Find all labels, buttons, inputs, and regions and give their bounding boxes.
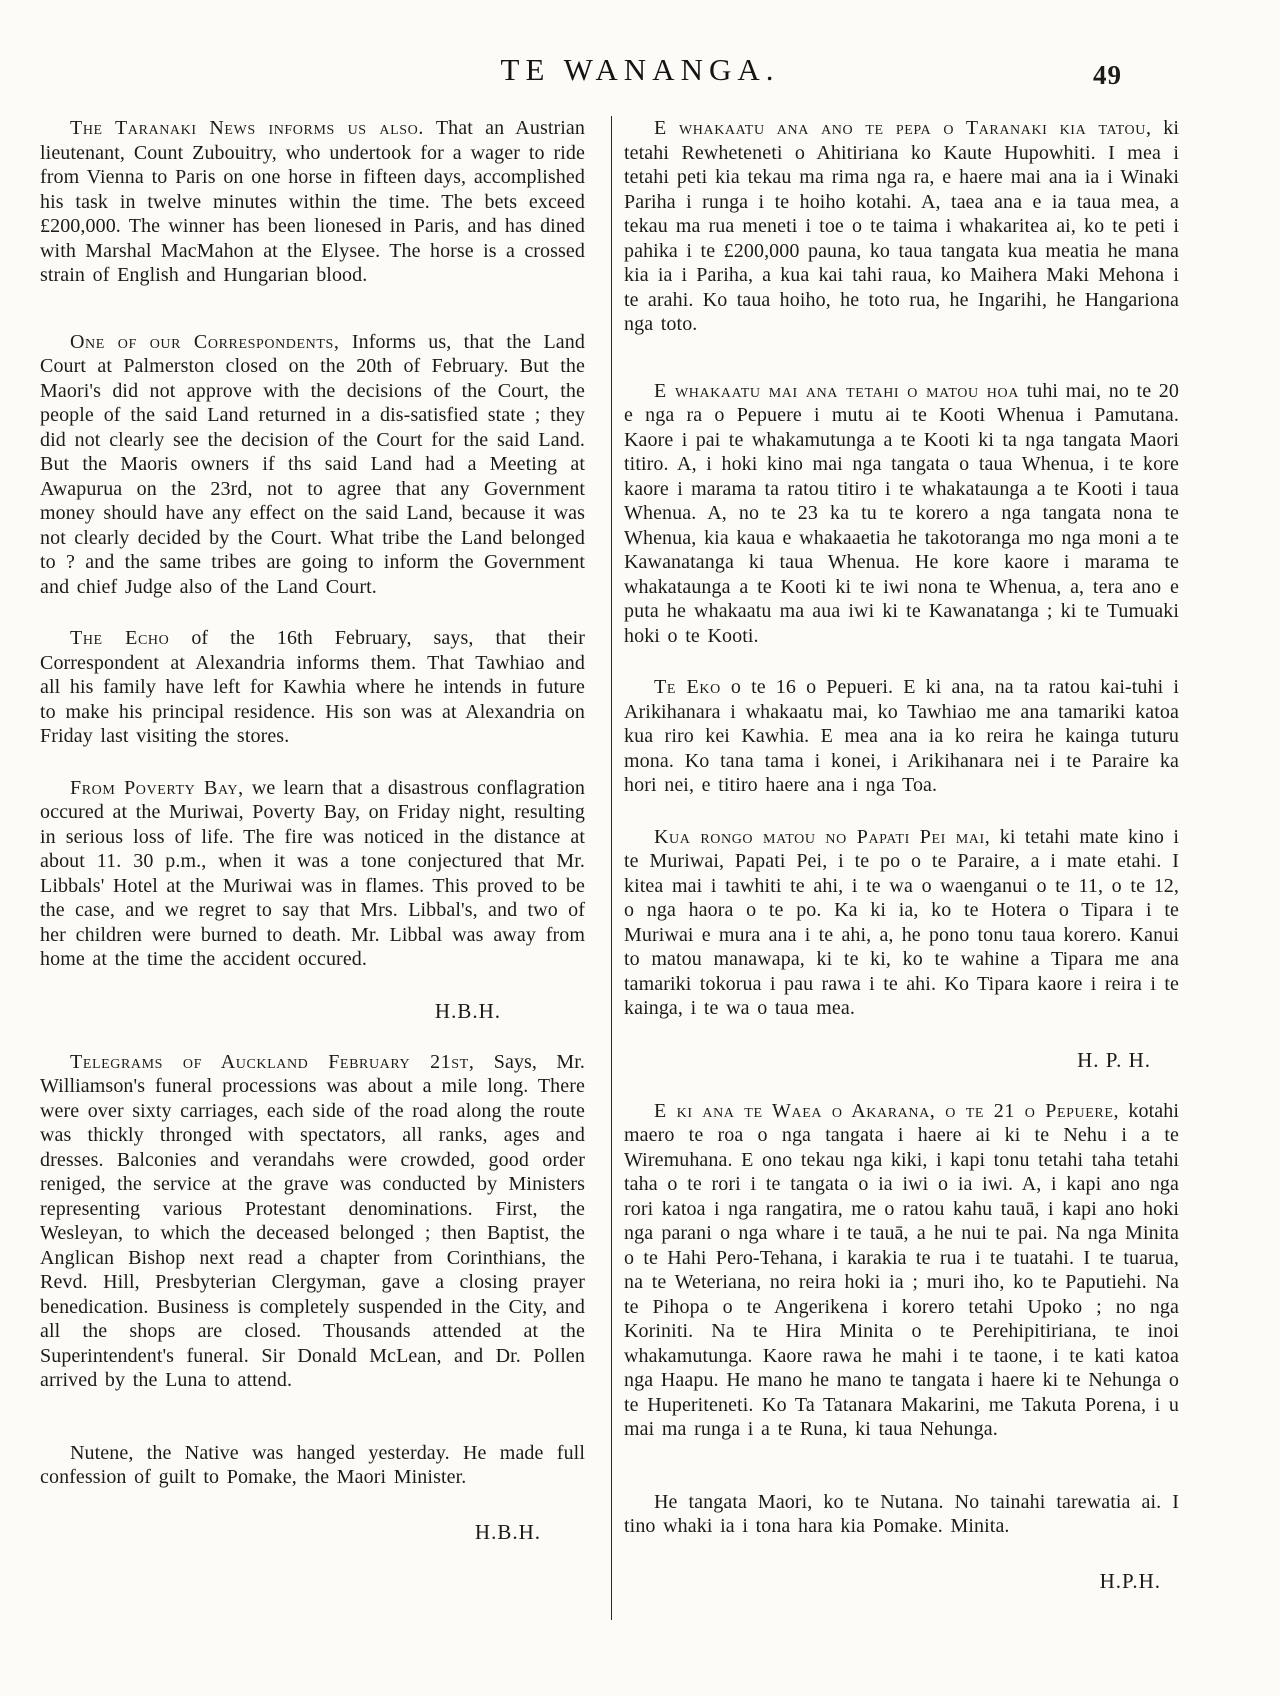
article-poverty-bay bbox=[40, 776, 585, 972]
article-body: o te 16 o Pepueri. E ki ana, na ta ratou kai-tuhi i Arikihanara i whakaatu mai, ko Tawhiao me ana tamariki katoa kua riro kei Kawhia. E mea ana ia ko reira he kainga tuturu mona. Ko tana tama i konei, i Arikihanara nei i te Paraire ka hori nei, e titiro haere ana i nga Toa. bbox=[624, 676, 1179, 796]
article-lead: E ki ana te Waea o Akarana, o te 21 o Pepuere, bbox=[654, 1099, 1120, 1122]
article-pepa-o-taranaki bbox=[624, 116, 1179, 337]
article-lead: E whakaatu mai ana tetahi o matou hoa bbox=[654, 379, 1019, 402]
article-body: He tangata Maori, ko te Nutana. No tainahi tarewatia ai. I tino whaki ia i tona hara kia Pomake. Minita. bbox=[624, 1490, 1179, 1537]
article-text bbox=[624, 825, 1179, 1021]
newspaper-title: TE WANANGA. bbox=[500, 52, 780, 87]
article-te-eko bbox=[624, 675, 1179, 798]
article-correspondents bbox=[40, 330, 585, 600]
article-body: ki tetahi Rewheteneti o Ahitiriana ko Kaute Hupowhiti. I mea i tetahi peti kia tekau ma rima nga ra, e haere mai ana ia i Winaki Pariha i runga i te hoiho kotahi. A, taea ana e ia taua mea, a tekau ma rua meneti i toe o te taima i whakaritea ai, ko te peti i pahika i te £200,000 pauna, ko taua tangata kua meatia he mana kia ia i Pariha, a kua kai tahi raua, ko Maihera Maki Mehona i te arahi. Ko taua hoiho, he toto rua, he Ingarihi, he Hangariona nga toto. bbox=[624, 117, 1179, 335]
article-body: kotahi maero te roa o nga tangata i haere ai ki te Nehu i a te Wiremuhana. E ono tekau nga kiki, i kapi tonu tetahi taha tetahi taha o te rori i te tangata o ia iwi o ia iwi. A, i kapi ano nga rori katoa i nga rangatira, me o ratou kahu tauā, i kapi ano hoki nga parani o nga whare i te tauā, a he nui te pai. Na nga Minita o te Hahi Pero-Tehana, i karakia te rua i te tuatahi. I te tuarua, na te Weteriana, no reira hoki ia ; muri iho, ko te Paputiehi. Na te Pihopa o te Angerikena i korero tetahi Upoko ; no nga Koriniti. Na te Hira Minita o te Perehipitiriana, te inoi whakamutunga. Kaore rawa he mahi i te taone, i te kati katoa nga Haapu. He mano he mano te tangata i haere ki te Nehunga o te Huperiteneti. Ko Ta Tatanara Makarini, me Takuta Porena, i u mai ma runga i a te Runa, ki taua Nehunga. bbox=[624, 1099, 1179, 1440]
article-nutene bbox=[40, 1441, 585, 1490]
column-divider-rule bbox=[611, 116, 612, 1620]
article-nutana bbox=[624, 1490, 1179, 1539]
columns-container bbox=[0, 112, 1280, 1620]
article-matou-hoa bbox=[624, 379, 1179, 649]
article-text bbox=[624, 1490, 1179, 1539]
page-number: 49 bbox=[1093, 60, 1122, 90]
article-body: Says, Mr. Williamson's funeral processions was about a mile long. There were over sixty carriages, each side of the road along the route was thickly thronged with spectators, all ranks, ages and dresses. Balconies and verandahs were crowded, good order reniged, the service at the grave was conducted by Ministers representing various Protestant denominations. First, the Wesleyan, to which the deceased belonged ; then Baptist, the Anglican Bishop next read a chapter from Corinthians, the Revd. Hill, Presbyterian Clergyman, gave a closing prayer benedication. Business is completely suspended in the City, and all the shops are closed. Thousands attended at the Superintendent's funeral. Sir Donald McLean, and Dr. Pollen arrived by the Luna to attend. bbox=[40, 1050, 585, 1391]
signature-hph-bottom: H.P.H. bbox=[1099, 1568, 1161, 1593]
article-lead: Te Eko bbox=[654, 676, 721, 698]
signature-hbh-mid: H.B.H. bbox=[434, 998, 501, 1023]
article-body: Nutene, the Native was hanged yesterday. He made full confession of guilt to Pomake, the Maori Minister. bbox=[40, 1441, 585, 1488]
article-lead: From Poverty Bay, bbox=[70, 776, 244, 799]
article-lead: The Echo bbox=[70, 627, 170, 649]
article-telegrams-auckland bbox=[40, 1050, 585, 1393]
article-taranaki-news bbox=[40, 116, 585, 288]
article-lead: Telegrams of Auckland February 21st, bbox=[70, 1050, 475, 1073]
article-lead: One of our Correspondents, bbox=[70, 330, 340, 353]
article-text bbox=[40, 330, 585, 600]
article-text bbox=[624, 1099, 1179, 1442]
article-text bbox=[40, 116, 585, 288]
article-papati-pei bbox=[624, 825, 1179, 1021]
article-text bbox=[40, 776, 585, 972]
left-column-english bbox=[40, 116, 585, 1620]
article-body: Informs us, that the Land Court at Palmerston closed on the 20th of February. But the Maori's did not approve with the decisions of the Court, the people of the said Land returned in a dis-satisfied state ; they did not clearly see the decision of the Court for the said Land. But the Maoris owners if ths said Land had a Meeting at Awapurua on the 23rd, not to agree that any Government money should have any effect on the said Land, because it was not clearly decided by the Court. What tribe the Land belonged to ? and the same tribes are going to inform the Government and chief Judge also of the Land Court. bbox=[40, 330, 585, 598]
article-body: of the 16th February, says, that their Correspondent at Alexandria informs them. That Tawhiao and all his family have left for Kawhia where he intends in future to make his principal residence. His son was at Alexandria on Friday last visiting the stores. bbox=[40, 627, 585, 747]
article-body: we learn that a disastrous conflagration occured at the Muriwai, Poverty Bay, on Friday night, resulting in serious loss of life. The fire was noticed in the distance at about 11. 30 p.m., when it was a tone conjectured that Mr. Libbals' Hotel at the Muriwai was in flames. This proved to be the case, and we regret to say that Mrs. Libbal's, and two of her children were burned to death. Mr. Libbal was away from home at the time the accident occured. bbox=[40, 776, 585, 970]
article-text bbox=[624, 675, 1179, 798]
article-lead: The Taranaki News informs us also. bbox=[70, 117, 424, 139]
article-body: tuhi mai, no te 20 e nga ra o Pepuere i mutu ai te Kooti Whenua i Pamutana. Kaore i pai te whakamutunga a te Kooti ki ta nga tangata Maori titiro. A, i hoki kino mai nga tangata o taua Whenua, i te kore kaore i marama ta ratou titiro i te whakataunga a te Kooti i taua Whenua. A, no te 23 ka tu te korero a nga tangata nona te Whenua, kia kaua e whakaaetia he takotoranga mo nga moni a te Kawanatanga ki taua Whenua. He kore kaore i marama te whakataunga a te Kooti ki te iwi nona te Whenua, a, tera ano e puta he whakaatu ma aua iwi ki te Kawanatanga ; ki te Tumuaki hoki o te Kooti. bbox=[624, 379, 1180, 647]
page-header bbox=[0, 0, 1280, 112]
article-text bbox=[40, 626, 585, 749]
right-column-maori bbox=[624, 116, 1179, 1620]
signature-hph-mid: H. P. H. bbox=[1077, 1047, 1151, 1072]
article-text bbox=[624, 116, 1179, 337]
signature-hbh-bottom: H.B.H. bbox=[474, 1519, 541, 1544]
article-the-echo bbox=[40, 626, 585, 749]
article-waea-o-akarana bbox=[624, 1099, 1179, 1442]
article-text bbox=[40, 1441, 585, 1490]
article-lead: Kua rongo matou no Papati Pei mai, bbox=[654, 825, 991, 848]
article-text bbox=[624, 379, 1179, 649]
article-text bbox=[40, 1050, 585, 1393]
article-body: That an Austrian lieutenant, Count Zubouitry, who undertook for a wager to ride from Vienna to Paris on one horse in fifteen days, accomplished his task in twelve minutes within the time. The bets exceed £200,000. The winner has been lionesed in Paris, and has dined with Marshal MacMahon at the Elysee. The horse is a crossed strain of English and Hungarian blood. bbox=[40, 117, 585, 286]
article-body: ki tetahi mate kino i te Muriwai, Papati Pei, i te po o te Paraire, a i mate etahi. I kitea mai i tawhiti te ahi, i te wa o waenganui o te 11, o te 12, o nga haora o te po. Ka ki ia, ko te Hotera o Tipara i te Muriwai e mura ana i te ahi, a, he pono tonu taua korero. Kanui to matou manawapa, ki te ki, ko te wahine a Tipara me ana tamariki tokorua i pau rawa i te ahi. Ko Tipara kaore i reira i te kainga, i te wa o taua mea. bbox=[624, 825, 1179, 1019]
article-lead: E whakaatu ana ano te pepa o Taranaki kia tatou, bbox=[654, 117, 1152, 139]
